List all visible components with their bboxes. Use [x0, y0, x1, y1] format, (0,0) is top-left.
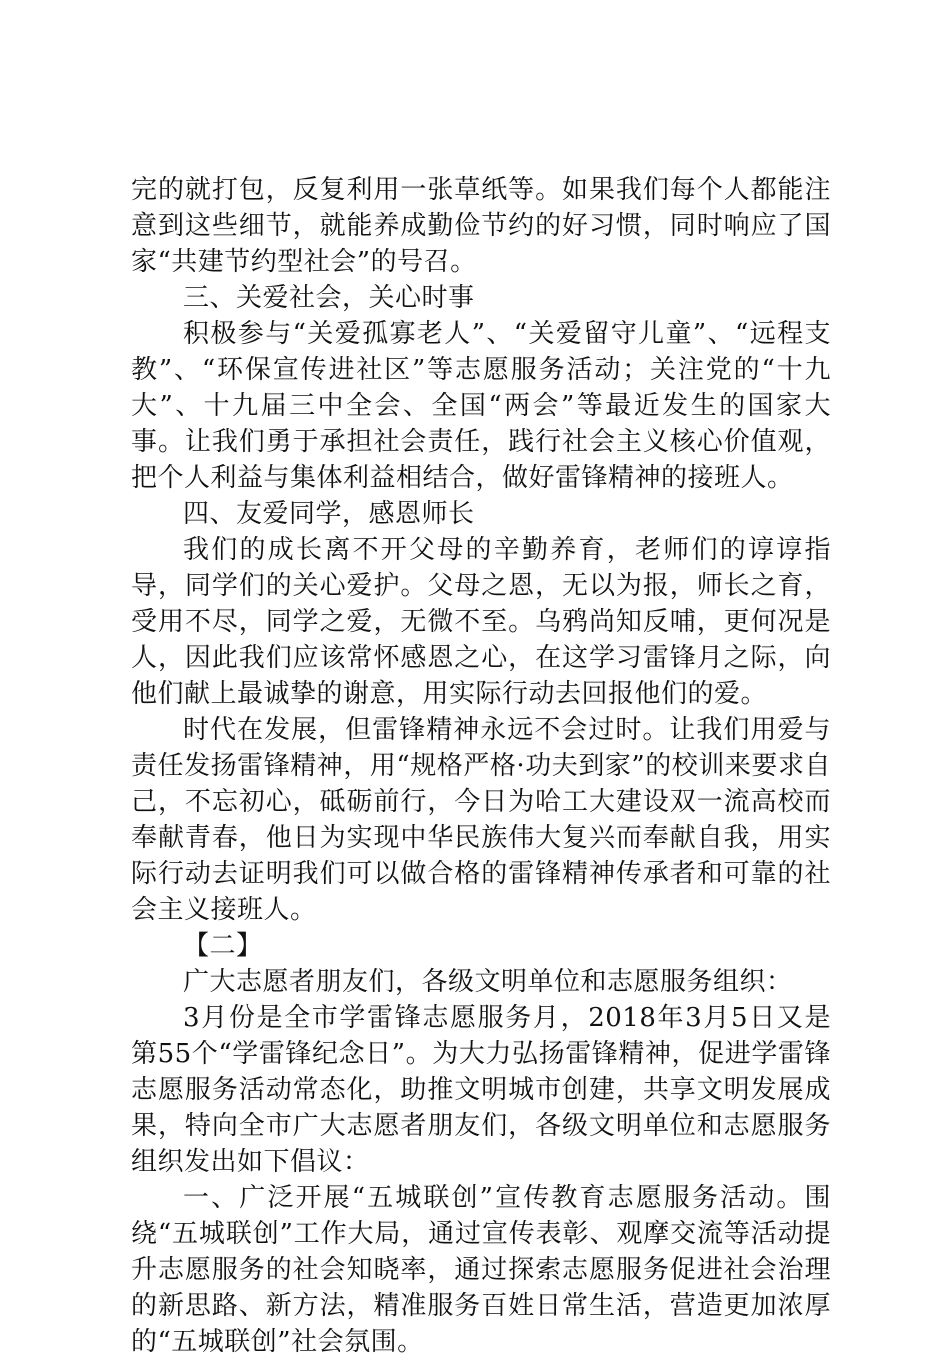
document-page — [131, 172, 831, 1360]
part-heading-2: 【二】 — [183, 931, 263, 961]
paragraph-body: 时代在发展，但雷锋精神永远不会过时。让我们用爱与责任发扬雷锋精神，用“规格严格·功夫到家”的校训来要求自己，不忘初心，砥砺前行，今日为哈工大建设双一流高校而奉献青春，他日为实现中华民族伟大复兴而奉献自我，用实际行动去证明我们可以做合格的雷锋精神传承者和可靠的社会主义接班人。 — [131, 715, 831, 925]
section-heading-4: 四、友爱同学，感恩师长 — [183, 499, 475, 529]
paragraph-body: 积极参与“关爱孤寡老人”、“关爱留守儿童”、“远程支教”、“环保宣传进社区”等志愿服务活动；关注党的“十九大”、十九届三中全会、全国“两会”等最近发生的国家大事。让我们勇于承担社会责任，践行社会主义核心价值观，把个人利益与集体利益相结合，做好雷锋精神的接班人。 — [131, 319, 831, 493]
section-heading-3: 三、关爱社会，关心时事 — [183, 283, 475, 313]
paragraph-body: 3月份是全市学雷锋志愿服务月，2018年3月5日又是第55个“学雷锋纪念日”。为大力弘扬雷锋精神，促进学雷锋志愿服务活动常态化，助推文明城市创建，共享文明发展成果，特向全市广大志愿者朋友们，各级文明单位和志愿服务组织发出如下倡议： — [131, 1003, 831, 1177]
paragraph-continuation: 完的就打包，反复利用一张草纸等。如果我们每个人都能注意到这些细节，就能养成勤俭节约的好习惯，同时响应了国家“共建节约型社会”的号召。 — [131, 175, 831, 277]
paragraph-body: 一、广泛开展“五城联创”宣传教育志愿服务活动。围绕“五城联创”工作大局，通过宣传表彰、观摩交流等活动提升志愿服务的社会知晓率，通过探索志愿服务促进社会治理的新思路、新方法，精准服务百姓日常生活，营造更加浓厚的“五城联创”社会氛围。 — [131, 1183, 831, 1357]
paragraph-body: 我们的成长离不开父母的辛勤养育，老师们的谆谆指导，同学们的关心爱护。父母之恩，无以为报，师长之育，受用不尽，同学之爱，无微不至。乌鸦尚知反哺，更何况是人，因此我们应该常怀感恩之心，在这学习雷锋月之际，向他们献上最诚挚的谢意，用实际行动去回报他们的爱。 — [131, 535, 831, 709]
paragraph-salutation: 广大志愿者朋友们，各级文明单位和志愿服务组织： — [183, 967, 793, 997]
